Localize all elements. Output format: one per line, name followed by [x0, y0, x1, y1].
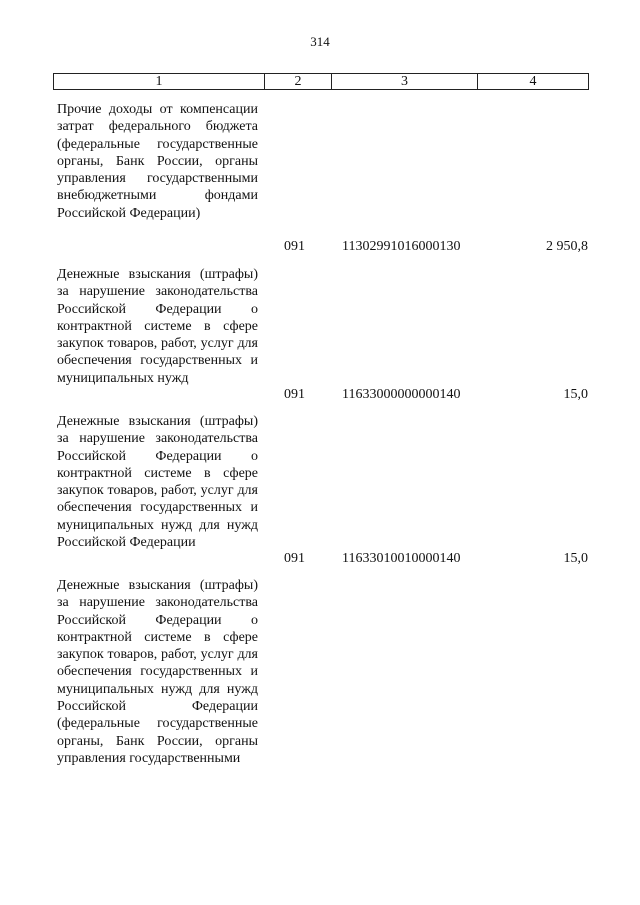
row-amount: 15,0 — [563, 387, 588, 402]
header-col-2: 2 — [265, 74, 332, 90]
row-amount: 2 950,8 — [546, 239, 588, 254]
row-code: 091 — [284, 551, 305, 566]
row-kbk: 11633010010000140 — [342, 551, 461, 566]
row-description: Денежные взыскания (штрафы) за нарушение законодательства Российской Федерации о контрактной системе в сфере закупок товаров, работ, услуг для обеспечения государственных и муниципальных нужд для нужд Российской Федерации (федеральные государственные органы, Банк России, органы управления государственными — [57, 578, 258, 766]
row-amount: 15,0 — [563, 551, 588, 566]
table-header — [53, 73, 589, 90]
row-description: Прочие доходы от компенсации затрат федерального бюджета (федеральные государственные органы, Банк России, органы управления государственными внебюджетными фондами Российской Федерации) — [57, 102, 258, 221]
row-kbk: 11633000000000140 — [342, 387, 461, 402]
row-description: Денежные взыскания (штрафы) за нарушение законодательства Российской Федерации о контрактной системе в сфере закупок товаров, работ, услуг для обеспечения государственных и муниципальных нужд для нужд Российской Федерации — [57, 414, 258, 551]
row-code: 091 — [284, 387, 305, 402]
row-kbk: 11302991016000130 — [342, 239, 461, 254]
row-code: 091 — [284, 239, 305, 254]
header-col-1: 1 — [54, 74, 265, 90]
header-col-4: 4 — [478, 74, 589, 90]
header-col-3: 3 — [332, 74, 478, 90]
page-number: 314 — [310, 34, 330, 49]
row-description: Денежные взыскания (штрафы) за нарушение законодательства Российской Федерации о контрактной системе в сфере закупок товаров, работ, услуг для обеспечения государственных и муниципальных нужд — [57, 267, 258, 386]
